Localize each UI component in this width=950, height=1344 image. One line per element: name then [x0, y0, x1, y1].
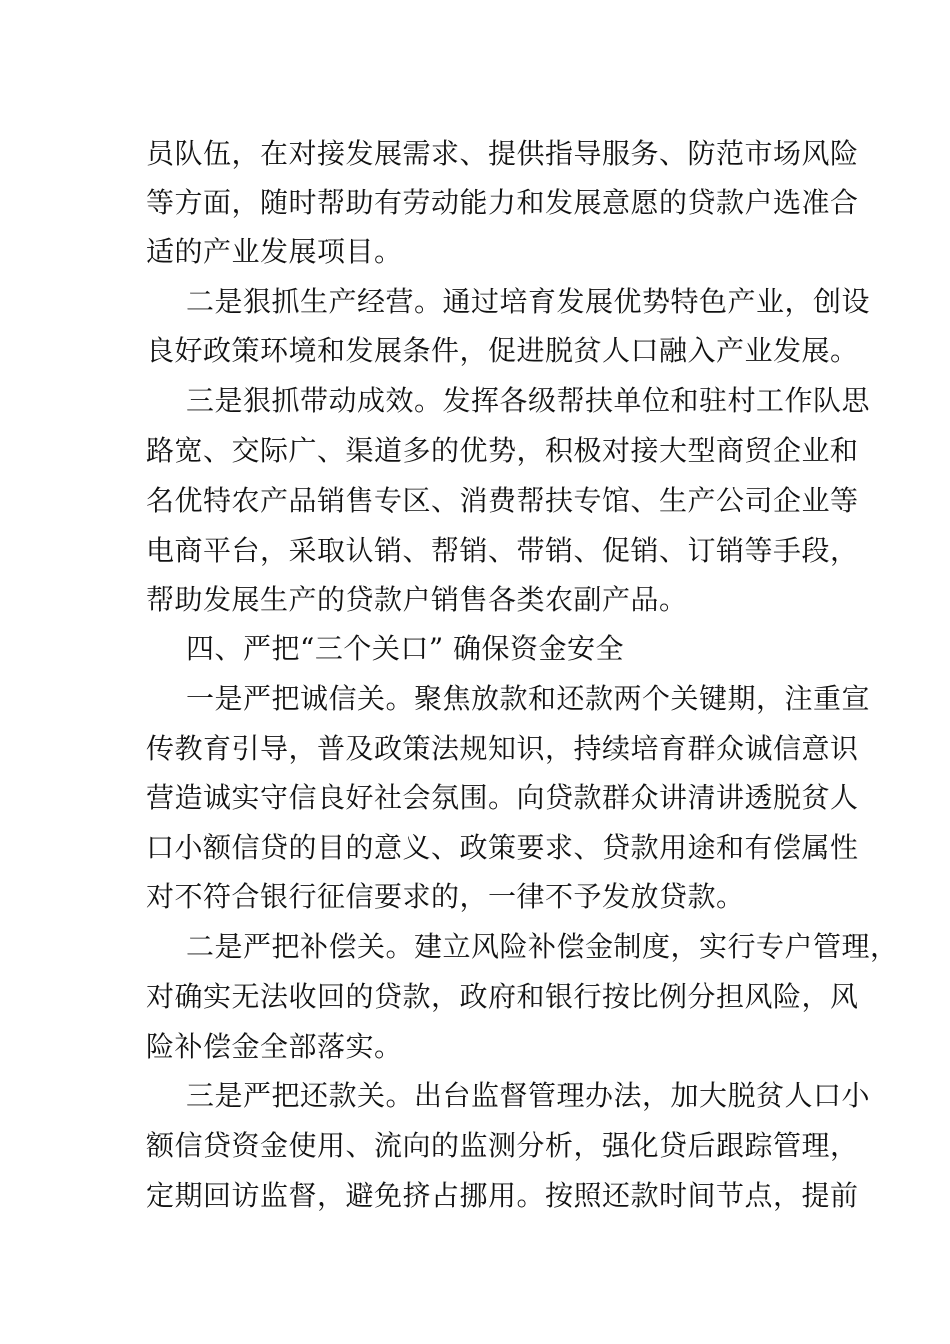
- paragraph-5-start: 一是严把诚信关。聚焦放款和还款两个关键期，注重宣: [186, 682, 871, 715]
- text-line-21: 额信贷资金使用、流向的监测分析，强化贷后跟踪管理，: [146, 1129, 859, 1162]
- text-line-16: 对不符合银行征信要求的，一律不予发放贷款。: [146, 880, 745, 913]
- text-line-13: 传教育引导，普及政策法规知识，持续培育群众诚信意识: [146, 732, 859, 765]
- text-line-19: 险补偿金全部落实。: [146, 1030, 403, 1063]
- paragraph-6-start: 二是严把补偿关。建立风险补偿金制度，实行专户管理，: [186, 930, 899, 963]
- text-line-2: 等方面，随时帮助有劳动能力和发展意愿的贷款户选准合: [146, 186, 859, 219]
- text-line-14: 营造诚实守信良好社会氛围。向贷款群众讲清讲透脱贫人: [146, 781, 859, 814]
- text-line-15: 口小额信贷的目的意义、政策要求、贷款用途和有偿属性: [146, 831, 859, 864]
- text-line-5: 良好政策环境和发展条件，促进脱贫人口融入产业发展。: [146, 334, 859, 367]
- paragraph-3-start: 三是狠抓带动成效。发挥各级帮扶单位和驻村工作队思: [186, 384, 871, 417]
- text-line-10: 帮助发展生产的贷款户销售各类农副产品。: [146, 583, 688, 616]
- text-line-3: 适的产业发展项目。: [146, 235, 403, 268]
- text-line-9: 电商平台，采取认销、帮销、带销、促销、订销等手段，: [146, 534, 859, 567]
- text-line-22: 定期回访监督，避免挤占挪用。按照还款时间节点，提前: [146, 1179, 859, 1212]
- section-heading: 四、严把“三个关口” 确保资金安全: [186, 632, 625, 665]
- text-line-7: 路宽、交际广、渠道多的优势，积极对接大型商贸企业和: [146, 434, 859, 467]
- text-line-18: 对确实无法收回的贷款，政府和银行按比例分担风险，风: [146, 980, 859, 1013]
- paragraph-2-start: 二是狠抓生产经营。通过培育发展优势特色产业，创设: [186, 285, 871, 318]
- text-line-8: 名优特农产品销售专区、消费帮扶专馆、生产公司企业等: [146, 484, 859, 517]
- paragraph-7-start: 三是严把还款关。出台监督管理办法，加大脱贫人口小: [186, 1079, 871, 1112]
- text-line-1: 员队伍，在对接发展需求、提供指导服务、防范市场风险: [146, 137, 859, 170]
